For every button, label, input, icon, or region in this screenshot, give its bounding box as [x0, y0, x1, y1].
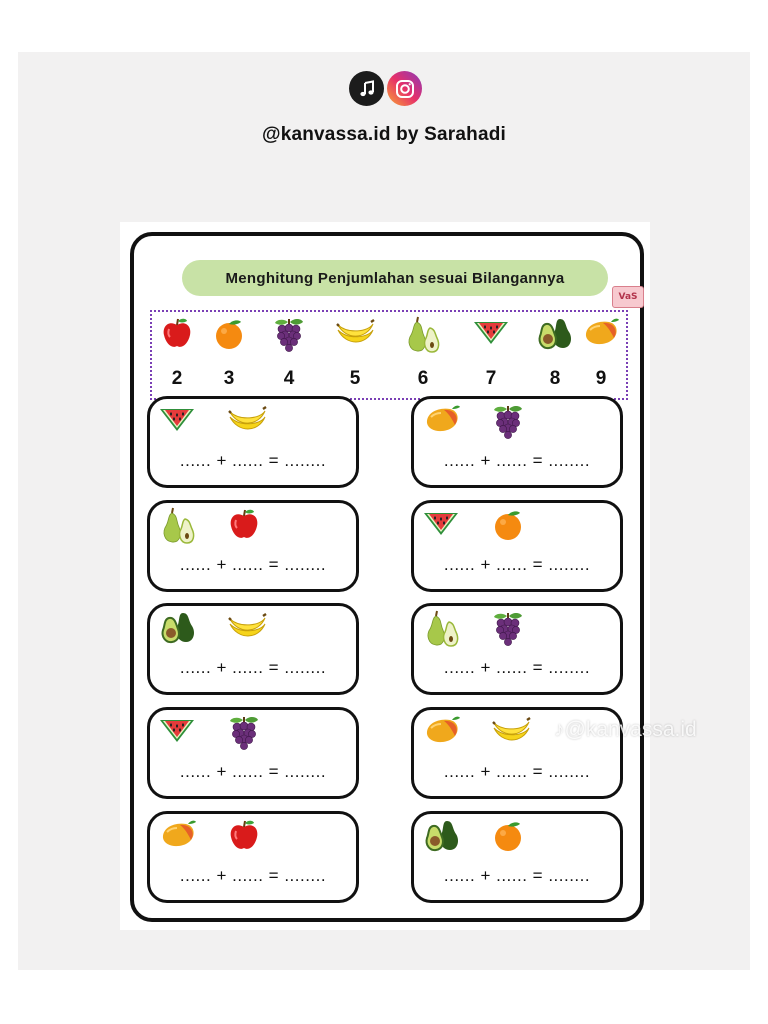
problem-card — [411, 500, 623, 592]
problem-card — [411, 603, 623, 695]
answer-blanks[interactable]: ...... + ...... = ........ — [179, 762, 327, 781]
brand-logo: VaS — [612, 286, 644, 308]
worksheet — [120, 222, 650, 930]
legend-value: 6 — [417, 368, 429, 389]
answer-blanks[interactable]: ...... + ...... = ........ — [443, 866, 591, 885]
mango-icon — [576, 316, 626, 356]
orange-icon — [490, 507, 526, 547]
worksheet-title: Menghitung Penjumlahan sesuai Bilangannya — [182, 260, 608, 296]
problem-card — [147, 811, 359, 903]
mango-icon — [422, 403, 462, 439]
avocado-icon — [158, 610, 198, 650]
avocado-icon — [422, 818, 462, 858]
answer-blanks[interactable]: ...... + ...... = ........ — [443, 451, 591, 470]
worksheet-frame — [130, 232, 644, 922]
orange-icon — [490, 818, 526, 858]
answer-blanks[interactable]: ...... + ...... = ........ — [443, 555, 591, 574]
watermelon-icon — [466, 316, 516, 356]
legend-item — [530, 316, 580, 390]
legend-value: 9 — [595, 368, 607, 389]
pear-icon — [398, 316, 448, 356]
orange-icon — [204, 316, 254, 356]
banana-icon — [226, 610, 268, 650]
problem-card — [147, 707, 359, 799]
legend-item — [466, 316, 516, 390]
grapes-icon — [490, 610, 526, 652]
apple-icon — [152, 316, 202, 356]
avocado-icon — [530, 316, 580, 356]
legend-value: 8 — [549, 368, 561, 389]
fruit-value-legend — [150, 310, 628, 400]
apple-icon — [226, 818, 262, 858]
answer-blanks[interactable]: ...... + ...... = ........ — [179, 866, 327, 885]
instagram-icon[interactable] — [387, 71, 422, 106]
problem-card — [147, 603, 359, 695]
mango-icon — [422, 714, 462, 750]
legend-value: 2 — [171, 368, 183, 389]
legend-item — [152, 316, 202, 390]
watermelon-icon — [158, 714, 196, 748]
legend-item — [264, 316, 314, 390]
answer-blanks[interactable]: ...... + ...... = ........ — [443, 762, 591, 781]
answer-blanks[interactable]: ...... + ...... = ........ — [443, 658, 591, 677]
apple-icon — [226, 507, 262, 547]
answer-blanks[interactable]: ...... + ...... = ........ — [179, 555, 327, 574]
grapes-icon — [264, 316, 314, 356]
legend-item — [204, 316, 254, 390]
legend-item — [576, 316, 626, 390]
grapes-icon — [490, 403, 526, 445]
problem-card — [411, 811, 623, 903]
music-note-icon[interactable] — [349, 71, 384, 106]
legend-item — [398, 316, 448, 390]
social-icons — [349, 71, 423, 107]
watermark: ♪@kanvassa.id — [554, 718, 697, 741]
banana-icon — [330, 316, 380, 356]
legend-value: 4 — [283, 368, 295, 389]
problem-card — [147, 396, 359, 488]
legend-value: 3 — [223, 368, 235, 389]
mango-icon — [158, 818, 198, 854]
problem-card — [411, 396, 623, 488]
answer-blanks[interactable]: ...... + ...... = ........ — [179, 451, 327, 470]
legend-value: 5 — [349, 368, 361, 389]
watermelon-icon — [422, 507, 460, 541]
account-handle: @kanvassa.id by Sarahadi — [261, 124, 507, 145]
banana-icon — [226, 403, 268, 443]
watermelon-icon — [158, 403, 196, 437]
grapes-icon — [226, 714, 262, 756]
banana-icon — [490, 714, 532, 754]
problem-card — [147, 500, 359, 592]
answer-blanks[interactable]: ...... + ...... = ........ — [179, 658, 327, 677]
pear-icon — [158, 507, 198, 551]
pear-icon — [422, 610, 462, 654]
legend-item — [330, 316, 380, 390]
legend-value: 7 — [485, 368, 497, 389]
